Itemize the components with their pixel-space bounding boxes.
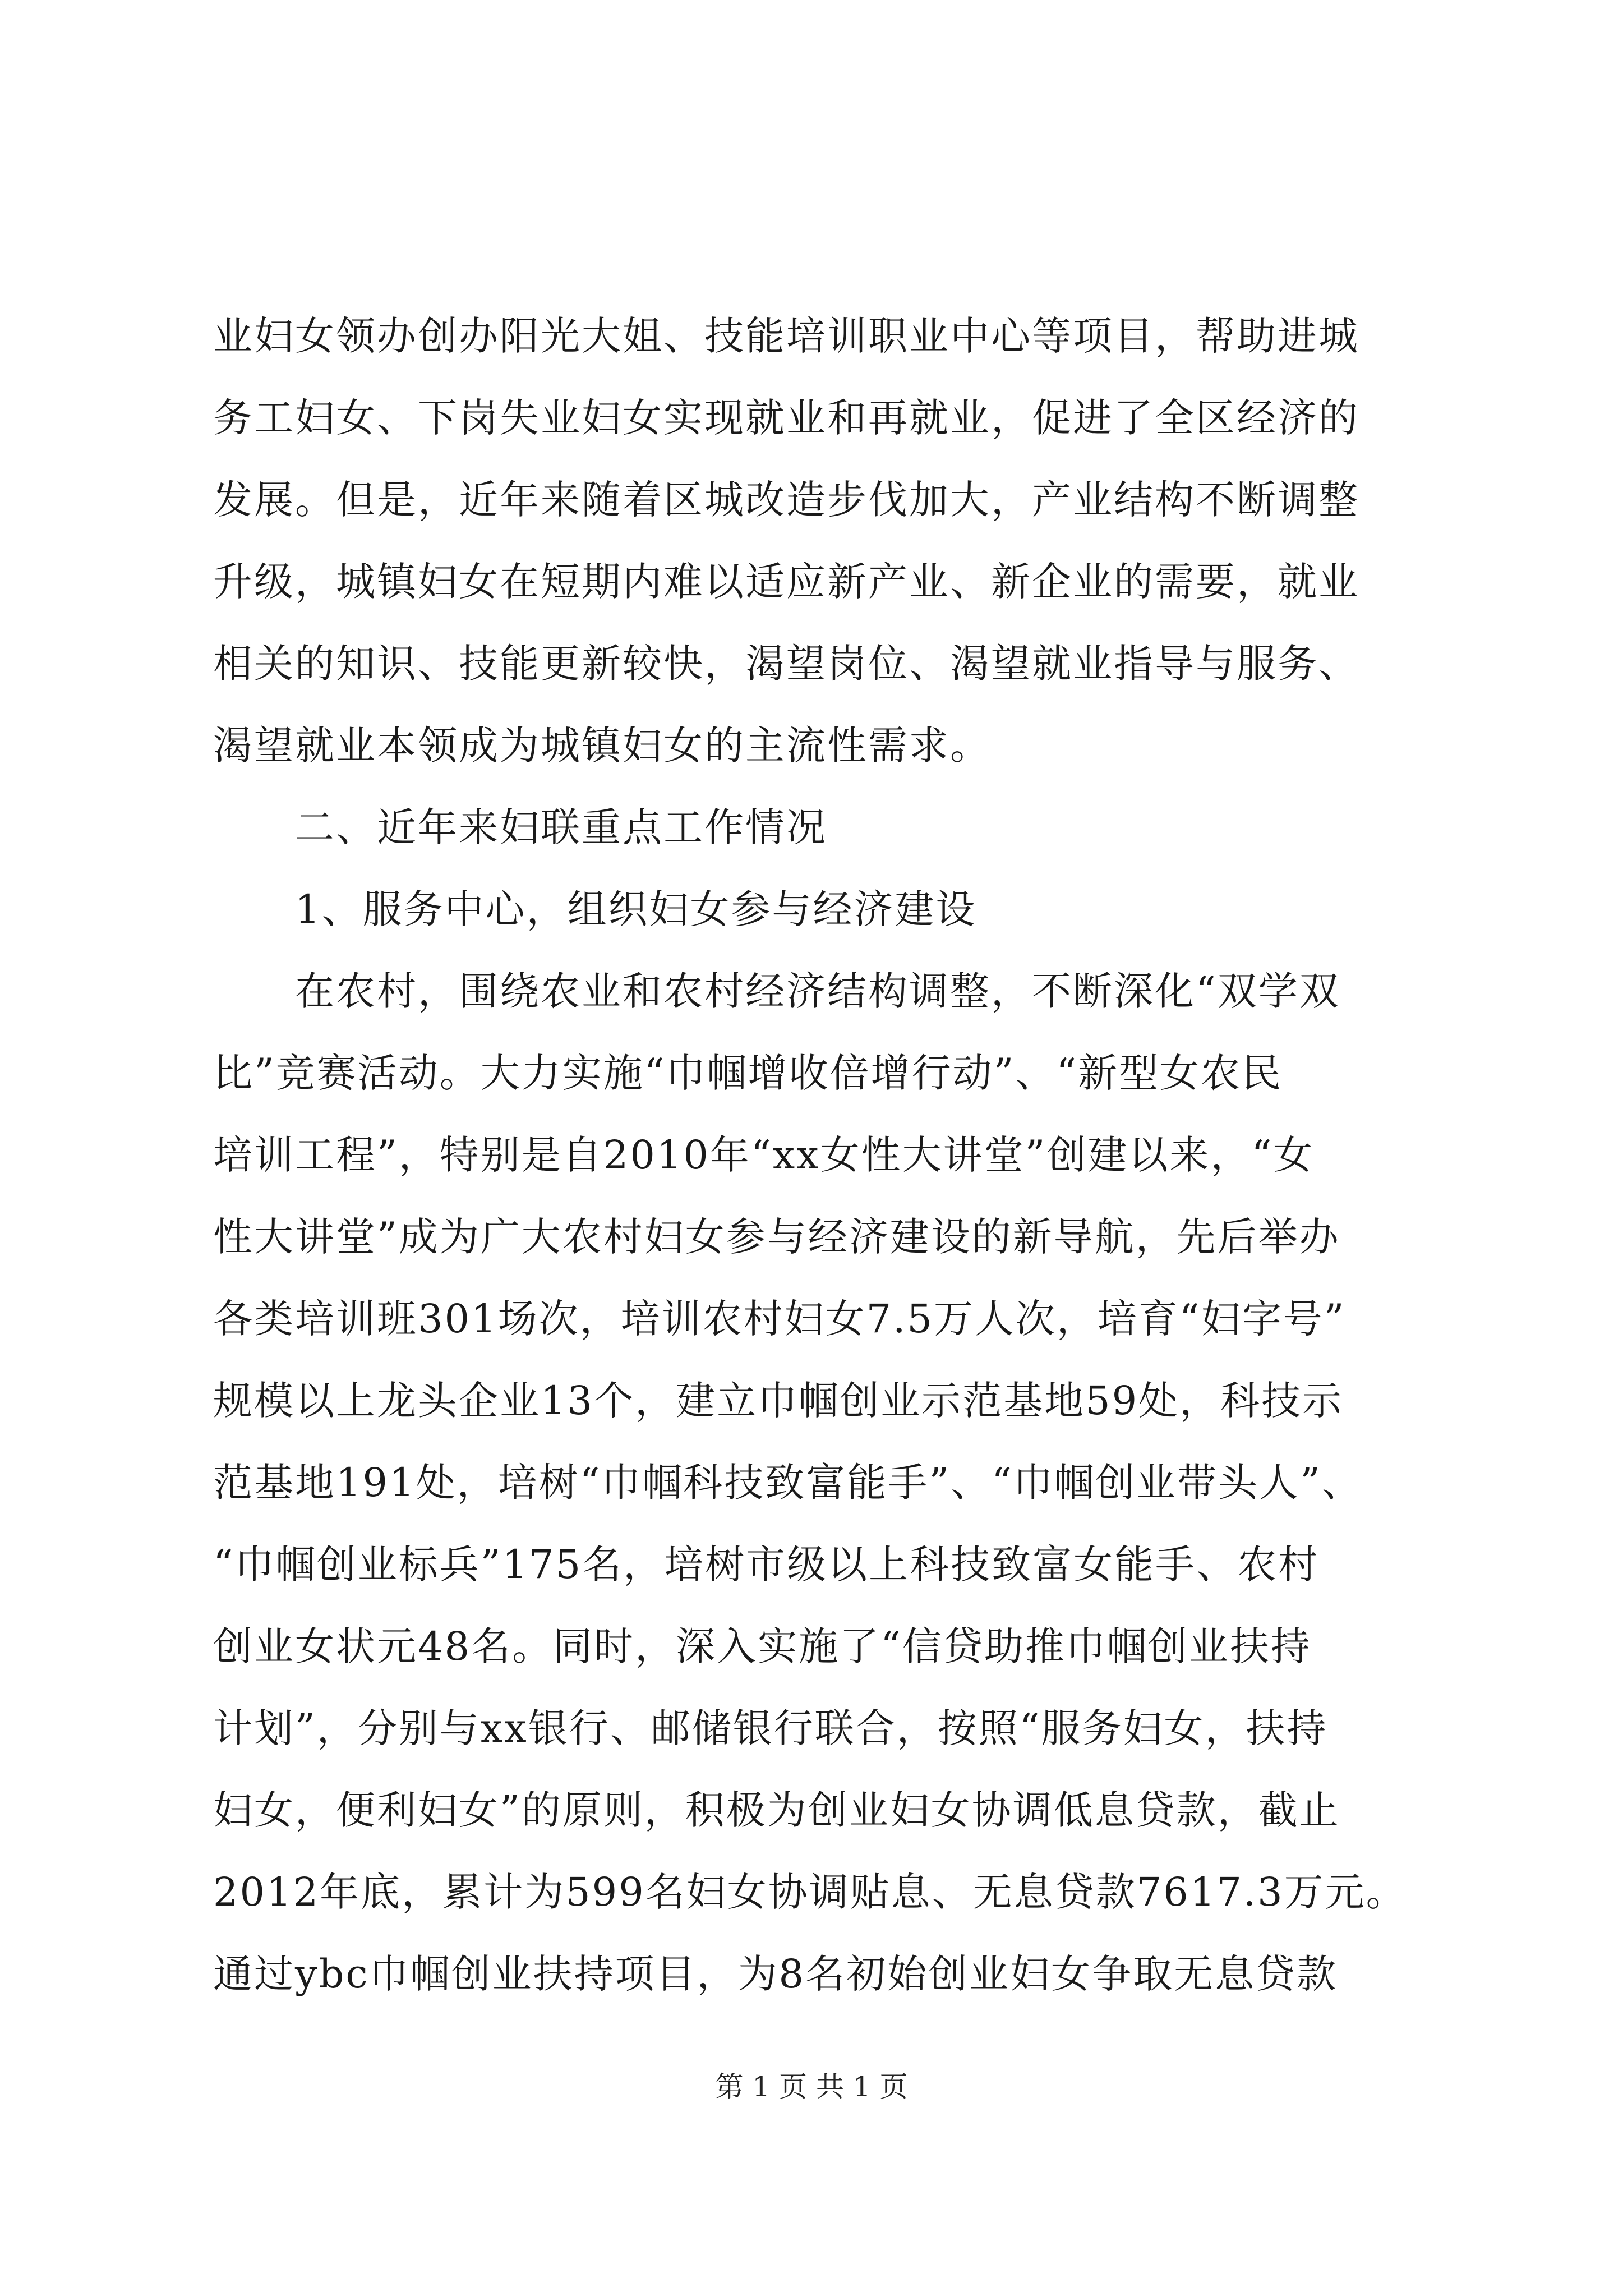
text-line: 务工妇女、下岗失业妇女实现就业和再就业，促进了全区经济的	[213, 395, 1359, 441]
text-line: 妇女，便利妇女”的原则，积极为创业妇女协调低息贷款，截止	[213, 1787, 1340, 1833]
text-line: 培训工程”，特别是自2010年“xx女性大讲堂”创建以来，“女	[213, 1132, 1315, 1178]
text-line: 2012年底，累计为599名妇女协调贴息、无息贷款7617.3万元。	[213, 1869, 1407, 1915]
text-line: 业妇女领办创办阳光大姐、技能培训职业中心等项目，帮助进城	[213, 313, 1359, 359]
page-footer: 第 1 页 共 1 页	[715, 2070, 908, 2103]
text-line: “巾帼创业标兵”175名，培树市级以上科技致富女能手、农村	[213, 1542, 1320, 1588]
text-line: 相关的知识、技能更新较快，渴望岗位、渴望就业指导与服务、	[213, 641, 1359, 687]
body-text	[213, 295, 1436, 2015]
text-line: 规模以上龙头企业13个，建立巾帼创业示范基地59处，科技示	[213, 1378, 1344, 1424]
text-line: 各类培训班301场次，培训农村妇女7.5万人次，培育“妇字号”	[213, 1296, 1346, 1342]
text-line: 范基地191处，培树“巾帼科技致富能手”、“巾帼创业带头人”、	[213, 1460, 1363, 1506]
subsection-heading: 1、服务中心，组织妇女参与经济建设	[213, 886, 977, 932]
text-line: 在农村，围绕农业和农村经济结构调整，不断深化“双学双	[213, 968, 1340, 1014]
text-line: 创业女状元48名。同时，深入实施了“信贷助推巾帼创业扶持	[213, 1623, 1312, 1669]
text-line: 计划”，分别与xx银行、邮储银行联合，按照“服务妇女，扶持	[213, 1705, 1328, 1751]
text-line: 比”竞赛活动。大力实施“巾帼增收倍增行动”、“新型女农民	[213, 1050, 1283, 1096]
section-heading: 二、近年来妇联重点工作情况	[213, 804, 827, 850]
text-line: 性大讲堂”成为广大农村妇女参与经济建设的新导航，先后举办	[213, 1214, 1340, 1260]
text-line: 渴望就业本领成为城镇妇女的主流性需求。	[213, 723, 991, 769]
text-line: 发展。但是，近年来随着区城改造步伐加大，产业结构不断调整	[213, 477, 1359, 523]
text-line: 升级，城镇妇女在短期内难以适应新产业、新企业的需要，就业	[213, 559, 1359, 605]
text-line: 通过ybc巾帼创业扶持项目，为8名初始创业妇女争取无息贷款	[213, 1951, 1338, 1997]
